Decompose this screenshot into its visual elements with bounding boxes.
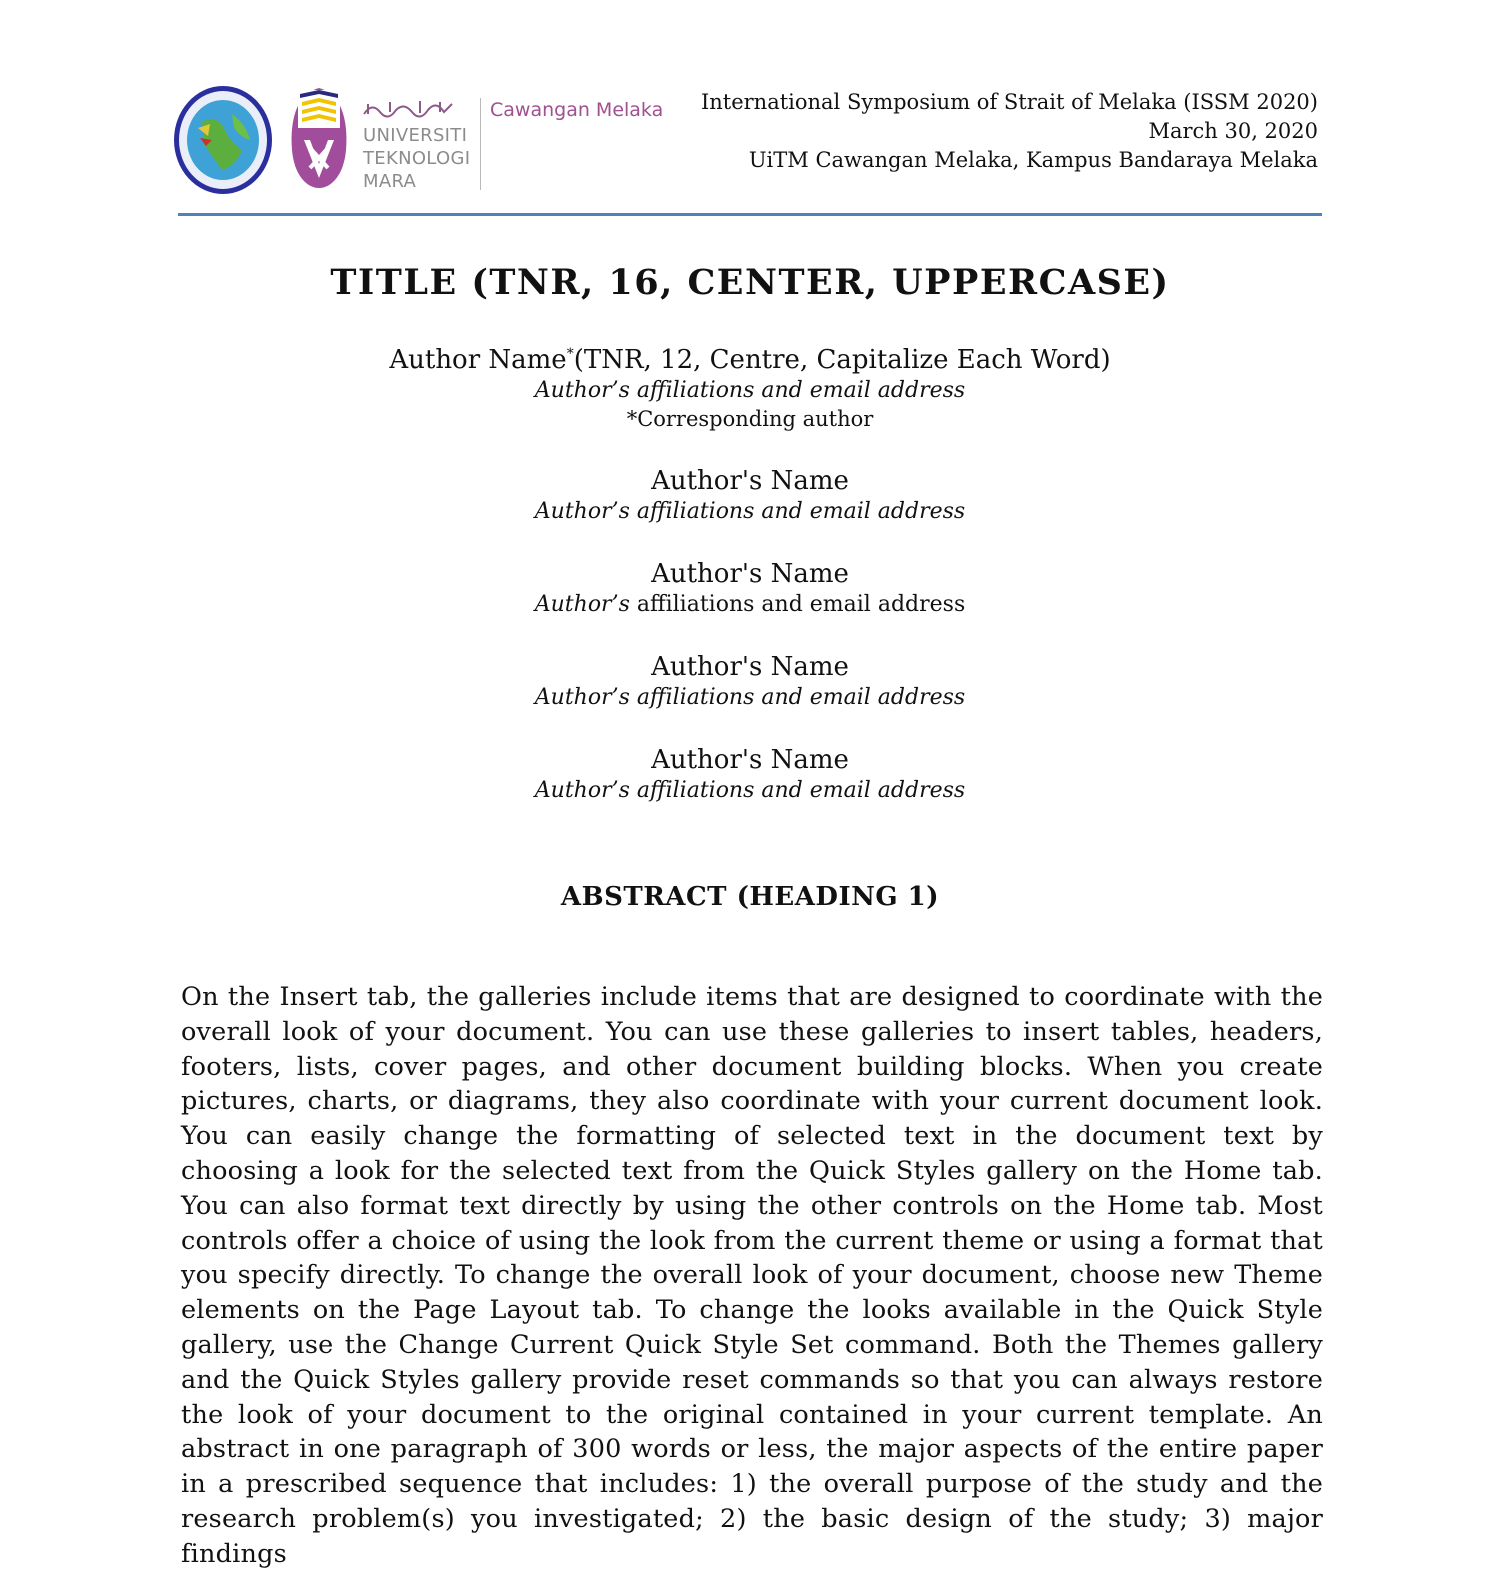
- uitm-name-line: UNIVERSITI: [363, 125, 468, 146]
- pipsm-seal-logo: [172, 84, 274, 196]
- header-logos: [172, 84, 662, 196]
- author-format-note: (TNR, 12, Centre, Capitalize Each Word): [573, 345, 1111, 375]
- paper-title: TITLE (TNR, 16, CENTER, UPPERCASE): [330, 262, 1170, 303]
- conference-venue: UiTM Cawangan Melaka, Kampus Bandaraya Melaka: [748, 148, 1318, 172]
- header-rule: [178, 213, 1322, 216]
- corresponding-author-block: [200, 338, 1300, 433]
- author-name-text: Author Name: [389, 345, 567, 375]
- author-block: [200, 651, 1300, 712]
- uitm-jawi-script: [362, 98, 454, 118]
- author-block: [200, 465, 1300, 526]
- author-affiliation-italic: Author’s: [534, 592, 630, 617]
- author-affiliation-rest: affiliations and email address: [629, 592, 966, 617]
- author-affiliation: [200, 591, 1300, 619]
- conference-date: March 30, 2020: [1148, 119, 1318, 143]
- uitm-branch-label: Cawangan Melaka: [490, 99, 664, 121]
- uitm-crest-logo: [288, 86, 350, 190]
- author-affiliation: Author’s affiliations and email address: [534, 499, 966, 524]
- author-name: [200, 338, 1300, 377]
- author-list: [200, 338, 1300, 837]
- uitm-name: [363, 124, 483, 193]
- author-name: Author's Name: [651, 745, 849, 775]
- uitm-name-line: TEKNOLOGI: [363, 148, 471, 169]
- conference-header: [701, 88, 1318, 175]
- logo-divider: [480, 98, 481, 190]
- abstract-heading: ABSTRACT (HEADING 1): [560, 882, 940, 912]
- author-name: Author's Name: [651, 652, 849, 682]
- corresponding-star: *: [566, 346, 574, 362]
- author-affiliation: Author’s affiliations and email address: [534, 778, 966, 803]
- author-block: [200, 558, 1300, 619]
- abstract-body: On the Insert tab, the galleries include items that are designed to coordinate with the overall look of your document. You can use these galleries to insert tables, headers, footers, lists, cover pages, and other document building blocks. When you create pictures, charts, or diagrams, they also coordinate with your current document look. You can easily change the formatting of selected text in the document text by choosing a look for the selected text from the Quick Styles gallery on the Home tab. You can also format text directly by using the other controls on the Home tab. Most controls offer a choice of using the look from the current theme or using a format that you specify directly. To change the overall look of your document, choose new Theme elements on the Page Layout tab. To change the looks available in the Quick Style gallery, use the Change Current Quick Style Set command. Both the Themes gallery and the Quick Styles gallery provide reset commands so that you can always restore the look of your document to the original contained in your current template. An abstract in one paragraph of 300 words or less, the major aspects of the entire paper in a prescribed sequence that includes: 1) the overall purpose of the study and the research problem(s) you investigated; 2) the basic design of the study; 3) major findings: [181, 982, 1323, 1569]
- author-affiliation: Author’s affiliations and email address: [534, 685, 966, 710]
- author-name: Author's Name: [651, 559, 849, 589]
- uitm-name-line: MARA: [363, 171, 417, 192]
- author-block: [200, 744, 1300, 805]
- conference-name: International Symposium of Strait of Melaka (ISSM 2020): [700, 90, 1318, 114]
- corresponding-author-label: *Corresponding author: [626, 407, 874, 431]
- author-affiliation: Author’s affiliations and email address: [534, 378, 966, 403]
- author-name: Author's Name: [651, 466, 849, 496]
